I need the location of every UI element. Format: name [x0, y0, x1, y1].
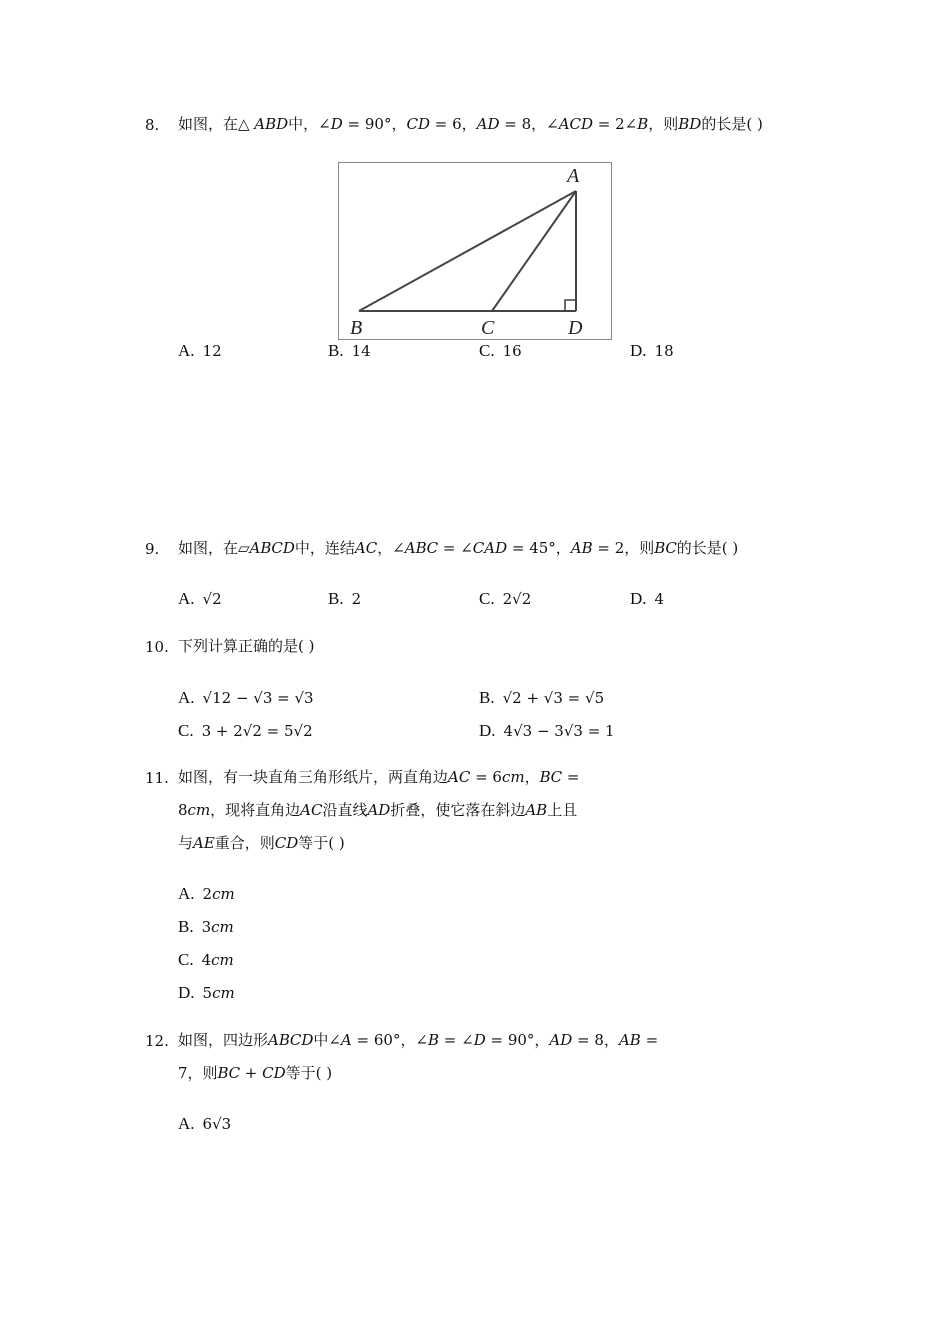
option-value: 4𝑐𝑚 [201, 951, 234, 969]
option-10b[interactable] [479, 688, 604, 708]
option-value: √2 + √3 = √5 [502, 689, 605, 707]
vertex-label-a: A [567, 165, 580, 187]
question-8-number: 8. [145, 116, 160, 134]
option-label: A. [178, 884, 195, 903]
option-value: 2√2 [502, 590, 532, 608]
option-11b[interactable] [178, 917, 234, 937]
option-label: D. [630, 589, 647, 608]
option-9b[interactable] [328, 589, 361, 609]
segment-ac [492, 191, 576, 311]
option-value: 16 [502, 342, 522, 360]
option-value: 3 + 2√2 = 5√2 [201, 722, 313, 740]
option-9c[interactable] [479, 589, 531, 609]
question-11-line-2: 8𝑐𝑚，现将直角边𝐴𝐶沿直线𝐴𝐷折叠，使它落在斜边𝐴𝐵上且 [178, 801, 578, 819]
question-12-line-2: 7，则𝐵𝐶 + 𝐶𝐷等于( ) [178, 1064, 333, 1082]
option-8d[interactable] [630, 341, 674, 361]
option-10c[interactable] [178, 721, 313, 741]
option-value: 5𝑐𝑚 [202, 984, 235, 1002]
option-label: A. [178, 589, 195, 608]
segment-ab [359, 191, 576, 311]
option-value: 4 [654, 590, 665, 608]
option-label: B. [479, 688, 495, 707]
option-10a[interactable] [178, 688, 314, 708]
option-value: 12 [202, 342, 222, 360]
option-value: 2 [351, 590, 362, 608]
triangle-figure [338, 162, 612, 340]
option-label: B. [328, 341, 344, 360]
question-10-number: 10. [145, 638, 169, 656]
question-12-number: 12. [145, 1032, 169, 1050]
option-label: D. [479, 721, 496, 740]
option-label: A. [178, 688, 195, 707]
option-9a[interactable] [178, 589, 222, 609]
question-8-text: 如图，在△ 𝐴𝐵𝐷中，∠𝐷 = 90°，𝐶𝐷 = 6，𝐴𝐷 = 8，∠𝐴𝐶𝐷 = 2∠𝐵，则𝐵𝐷的长是( ) [178, 115, 763, 133]
triangle-diagram [339, 163, 613, 341]
option-label: D. [178, 983, 195, 1002]
vertex-label-b: B [350, 317, 363, 339]
question-10-text: 下列计算正确的是( ) [178, 637, 315, 655]
option-label: C. [178, 950, 194, 969]
option-label: C. [479, 589, 495, 608]
option-value: 3𝑐𝑚 [201, 918, 234, 936]
right-angle-mark [565, 300, 576, 311]
option-label: B. [328, 589, 344, 608]
option-value: 14 [351, 342, 371, 360]
option-9d[interactable] [630, 589, 664, 609]
option-value: √12 − √3 = √3 [202, 689, 314, 707]
question-11-number: 11. [145, 769, 169, 787]
vertex-label-d: D [568, 317, 583, 339]
vertex-label-c: C [481, 317, 495, 339]
option-label: B. [178, 917, 194, 936]
question-9-number: 9. [145, 540, 160, 558]
option-11c[interactable] [178, 950, 234, 970]
option-label: D. [630, 341, 647, 360]
option-11a[interactable] [178, 884, 235, 904]
question-11-line-3: 与𝐴𝐸重合，则𝐶𝐷等于( ) [178, 834, 345, 852]
option-label: C. [479, 341, 495, 360]
option-label: C. [178, 721, 194, 740]
option-8b[interactable] [328, 341, 371, 361]
option-12a[interactable] [178, 1114, 231, 1134]
option-value: 4√3 − 3√3 = 1 [503, 722, 615, 740]
option-value: 2𝑐𝑚 [202, 885, 235, 903]
question-11-line-1: 如图，有一块直角三角形纸片，两直角边𝐴𝐶 = 6𝑐𝑚，𝐵𝐶 = [178, 768, 580, 786]
option-value: √2 [202, 590, 222, 608]
question-9-text: 如图，在▱𝐴𝐵𝐶𝐷中，连结𝐴𝐶，∠𝐴𝐵𝐶 = ∠𝐶𝐴𝐷 = 45°，𝐴𝐵 = 2，则𝐵𝐶的长是( ) [178, 539, 739, 557]
option-label: A. [178, 1114, 195, 1133]
option-value: 6√3 [202, 1115, 232, 1133]
question-12-line-1: 如图，四边形𝐴𝐵𝐶𝐷中∠𝐴 = 60°，∠𝐵 = ∠𝐷 = 90°，𝐴𝐷 = 8，𝐴𝐵 = [178, 1031, 659, 1049]
option-8c[interactable] [479, 341, 522, 361]
option-11d[interactable] [178, 983, 235, 1003]
option-value: 18 [654, 342, 674, 360]
option-8a[interactable] [178, 341, 222, 361]
option-10d[interactable] [479, 721, 615, 741]
option-label: A. [178, 341, 195, 360]
